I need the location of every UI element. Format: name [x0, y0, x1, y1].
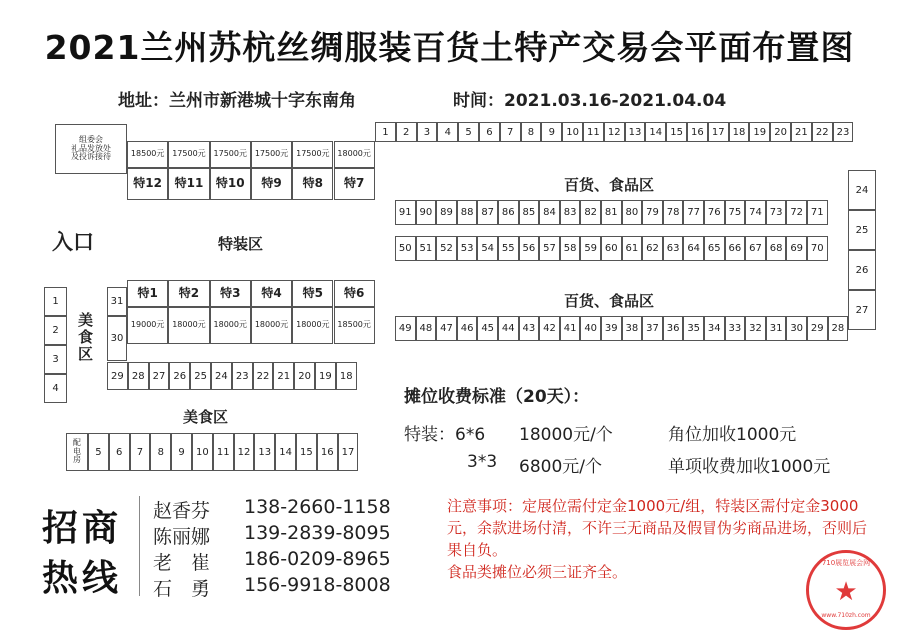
star-icon: ★ — [834, 577, 858, 607]
booth-lower: 35 — [683, 316, 704, 341]
hotline-line1: 招商 — [42, 508, 123, 549]
booth-top: 6 — [479, 122, 500, 142]
booth-inner-top: 80 — [622, 200, 643, 225]
special-top-price: 17500元 — [292, 141, 333, 168]
booth-food: 30 — [107, 316, 127, 361]
contact-phone-3: 186-0209-8965 — [244, 548, 391, 570]
booth-inner-bottom: 57 — [539, 236, 560, 261]
booth-top: 11 — [583, 122, 604, 142]
booth-lower: 44 — [498, 316, 519, 341]
booth-inner-bottom: 64 — [683, 236, 704, 261]
booth-inner-bottom: 58 — [560, 236, 581, 261]
booth-inner-bottom: 51 — [416, 236, 437, 261]
booth-inner-bottom: 69 — [786, 236, 807, 261]
booth-food-row: 25 — [190, 362, 211, 390]
booth-lower: 37 — [642, 316, 663, 341]
committee-line: 及投诉接待 — [71, 152, 111, 162]
booth-right: 24 — [848, 170, 876, 210]
booth-inner-top: 73 — [766, 200, 787, 225]
booth-lower: 46 — [457, 316, 478, 341]
booth-lower: 34 — [704, 316, 725, 341]
special-top-price: 18000元 — [334, 141, 375, 168]
special-bottom-booth: 特3 — [210, 280, 251, 307]
booth-food-bottom: 7 — [130, 433, 151, 471]
booth-lower: 28 — [828, 316, 849, 341]
contact-name-1: 赵香芬 — [153, 500, 211, 522]
special-bottom-booth: 特2 — [168, 280, 209, 307]
booth-food-row: 19 — [315, 362, 336, 390]
booth-inner-top: 91 — [395, 200, 416, 225]
booth-lower: 38 — [622, 316, 643, 341]
booth-inner-bottom: 54 — [477, 236, 498, 261]
hotline-line2: 热线 — [42, 558, 123, 599]
booth-inner-bottom: 66 — [725, 236, 746, 261]
booth-inner-bottom: 56 — [519, 236, 540, 261]
booth-inner-bottom: 63 — [663, 236, 684, 261]
booth-top: 23 — [833, 122, 854, 142]
booth-inner-top: 77 — [683, 200, 704, 225]
divider — [139, 496, 140, 596]
booth-right: 26 — [848, 250, 876, 290]
booth-lower: 41 — [560, 316, 581, 341]
booth-top: 16 — [687, 122, 708, 142]
fee-row2-type: 3*3 — [467, 452, 498, 472]
booth-food-bottom: 9 — [171, 433, 192, 471]
booth-top: 8 — [521, 122, 542, 142]
booth-food-bottom: 8 — [150, 433, 171, 471]
booth-top: 1 — [375, 122, 396, 142]
booth-lower: 49 — [395, 316, 416, 341]
power-room-char: 电 — [73, 446, 81, 456]
special-bottom-price: 18500元 — [334, 307, 375, 344]
booth-inner-top: 78 — [663, 200, 684, 225]
booth-food-bottom: 11 — [213, 433, 234, 471]
booth-food-bottom: 5 — [88, 433, 109, 471]
booth-food-bottom: 13 — [254, 433, 275, 471]
special-top-booth: 特8 — [292, 168, 333, 200]
special-top-booth: 特9 — [251, 168, 292, 200]
booth-lower: 36 — [663, 316, 684, 341]
booth-food-row: 27 — [149, 362, 170, 390]
notice-food: 食品类摊位必须三证齐全。 — [447, 563, 628, 581]
booth-lower: 32 — [745, 316, 766, 341]
booth-top: 19 — [749, 122, 770, 142]
booth-lower: 31 — [766, 316, 787, 341]
booth-left: 1 — [44, 287, 67, 316]
booth-inner-top: 87 — [477, 200, 498, 225]
booth-top: 18 — [729, 122, 750, 142]
special-top-booth: 特7 — [334, 168, 375, 200]
booth-inner-bottom: 53 — [457, 236, 478, 261]
fee-title: 摊位收费标准（20天）： — [404, 387, 590, 407]
booth-inner-bottom: 59 — [580, 236, 601, 261]
booth-top: 3 — [417, 122, 438, 142]
booth-food-bottom: 14 — [275, 433, 296, 471]
booth-food-bottom: 12 — [234, 433, 255, 471]
booth-food-bottom: 15 — [296, 433, 317, 471]
booth-inner-bottom: 50 — [395, 236, 416, 261]
booth-inner-top: 81 — [601, 200, 622, 225]
booth-inner-top: 88 — [457, 200, 478, 225]
booth-inner-top: 82 — [580, 200, 601, 225]
booth-inner-bottom: 65 — [704, 236, 725, 261]
fee-row1-price: 18000元/个 — [519, 425, 613, 445]
zone-meishi-bottom: 美食区 — [183, 408, 229, 426]
booth-inner-top: 74 — [745, 200, 766, 225]
booth-inner-top: 86 — [498, 200, 519, 225]
booth-lower: 47 — [436, 316, 457, 341]
booth-inner-bottom: 70 — [807, 236, 828, 261]
special-top-price: 17500元 — [210, 141, 251, 168]
booth-lower: 43 — [519, 316, 540, 341]
contact-phone-2: 139-2839-8095 — [244, 522, 391, 544]
fee-row1-extra: 角位加收1000元 — [668, 425, 797, 445]
booth-top: 15 — [666, 122, 687, 142]
booth-food-bottom: 6 — [109, 433, 130, 471]
watermark-stamp — [806, 550, 886, 630]
booth-food-row: 28 — [128, 362, 149, 390]
special-top-booth: 特12 — [127, 168, 168, 200]
booth-inner-top: 79 — [642, 200, 663, 225]
booth-inner-bottom: 62 — [642, 236, 663, 261]
booth-inner-top: 84 — [539, 200, 560, 225]
special-bottom-booth: 特5 — [292, 280, 333, 307]
committee-line: 组委会 — [79, 134, 103, 144]
booth-top: 17 — [708, 122, 729, 142]
zone-meishi-side: 美食区 — [78, 311, 94, 363]
stamp-url: www.710zh.com — [821, 612, 871, 619]
booth-top: 13 — [625, 122, 646, 142]
zone-baihuo-bottom: 百货、食品区 — [564, 292, 655, 310]
booth-left: 4 — [44, 374, 67, 403]
special-bottom-booth: 特6 — [334, 280, 375, 307]
booth-lower: 48 — [416, 316, 437, 341]
booth-food: 31 — [107, 287, 127, 316]
special-bottom-price: 19000元 — [127, 307, 168, 344]
booth-inner-bottom: 61 — [622, 236, 643, 261]
booth-food-row: 26 — [169, 362, 190, 390]
booth-inner-top: 90 — [416, 200, 437, 225]
booth-food-row: 23 — [232, 362, 253, 390]
booth-top: 9 — [541, 122, 562, 142]
booth-inner-bottom: 52 — [436, 236, 457, 261]
special-top-booth: 特11 — [168, 168, 209, 200]
notice-box — [447, 495, 867, 583]
booth-inner-bottom: 67 — [745, 236, 766, 261]
zone-baihuo-top: 百货、食品区 — [564, 176, 655, 194]
booth-food-bottom: 17 — [338, 433, 359, 471]
booth-top: 10 — [562, 122, 583, 142]
address: 地址：兰州市新港城十字东南角 — [118, 91, 356, 111]
special-bottom-price: 18000元 — [292, 307, 333, 344]
booth-food-row: 22 — [253, 362, 274, 390]
contact-phone-1: 138-2660-1158 — [244, 496, 391, 518]
booth-inner-top: 72 — [786, 200, 807, 225]
booth-top: 5 — [458, 122, 479, 142]
booth-lower: 30 — [786, 316, 807, 341]
fee-row2-price: 6800元/个 — [519, 457, 602, 477]
booth-food-bottom: 10 — [192, 433, 213, 471]
notice-text: 注意事项：定展位需付定金1000元/组，特装区需付定金3000元，余款进场付清，不许三无商品及假冒伪劣商品进场，否则后果自负。 — [447, 497, 868, 559]
booth-right: 27 — [848, 290, 876, 330]
booth-left: 3 — [44, 345, 67, 374]
booth-lower: 29 — [807, 316, 828, 341]
booth-top: 22 — [812, 122, 833, 142]
contact-name-2: 陈丽娜 — [153, 526, 211, 548]
booth-food-row: 21 — [273, 362, 294, 390]
fee-row2-extra: 单项收费加收1000元 — [668, 457, 831, 477]
booth-food-bottom: 16 — [317, 433, 338, 471]
booth-lower: 40 — [580, 316, 601, 341]
special-top-price: 18500元 — [127, 141, 168, 168]
contact-name-3: 老 崔 — [153, 552, 211, 574]
fee-row1-type: 特装：6*6 — [404, 425, 486, 445]
booth-left: 2 — [44, 316, 67, 345]
booth-top: 14 — [645, 122, 666, 142]
booth-inner-top: 83 — [560, 200, 581, 225]
booth-top: 20 — [770, 122, 791, 142]
event-time: 时间：2021.03.16-2021.04.04 — [453, 91, 727, 111]
contact-name-4: 石 勇 — [153, 578, 211, 600]
special-bottom-booth: 特1 — [127, 280, 168, 307]
special-bottom-price: 18000元 — [168, 307, 209, 344]
special-top-booth: 特10 — [210, 168, 251, 200]
special-bottom-price: 18000元 — [251, 307, 292, 344]
page-title: 2021兰州苏杭丝绸服装百货土特产交易会平面布置图 — [44, 28, 855, 67]
booth-lower: 45 — [477, 316, 498, 341]
booth-top: 4 — [437, 122, 458, 142]
booth-inner-top: 75 — [725, 200, 746, 225]
committee-booth — [55, 124, 127, 174]
special-top-price: 17500元 — [251, 141, 292, 168]
special-top-price: 17500元 — [168, 141, 209, 168]
booth-food-row: 24 — [211, 362, 232, 390]
booth-lower: 39 — [601, 316, 622, 341]
booth-inner-top: 89 — [436, 200, 457, 225]
entrance-label: 入口 — [52, 230, 94, 254]
power-room-char: 配 — [73, 437, 81, 447]
booth-inner-top: 71 — [807, 200, 828, 225]
booth-inner-top: 85 — [519, 200, 540, 225]
stamp-text: 710展览展会网 — [821, 559, 871, 567]
power-room — [66, 433, 88, 471]
booth-right: 25 — [848, 210, 876, 250]
contact-phone-4: 156-9918-8008 — [244, 574, 391, 596]
booth-food-row: 29 — [107, 362, 128, 390]
committee-line: 礼品发放处 — [71, 143, 111, 153]
booth-food-row: 20 — [294, 362, 315, 390]
booth-lower: 33 — [725, 316, 746, 341]
booth-top: 12 — [604, 122, 625, 142]
booth-inner-top: 76 — [704, 200, 725, 225]
booth-top: 21 — [791, 122, 812, 142]
special-bottom-booth: 特4 — [251, 280, 292, 307]
power-room-char: 房 — [73, 455, 81, 465]
booth-inner-bottom: 55 — [498, 236, 519, 261]
zone-tezhuang: 特装区 — [218, 235, 264, 253]
booth-top: 2 — [396, 122, 417, 142]
booth-inner-bottom: 68 — [766, 236, 787, 261]
booth-food-row: 18 — [336, 362, 357, 390]
booth-inner-bottom: 60 — [601, 236, 622, 261]
special-bottom-price: 18000元 — [210, 307, 251, 344]
booth-lower: 42 — [539, 316, 560, 341]
booth-top: 7 — [500, 122, 521, 142]
